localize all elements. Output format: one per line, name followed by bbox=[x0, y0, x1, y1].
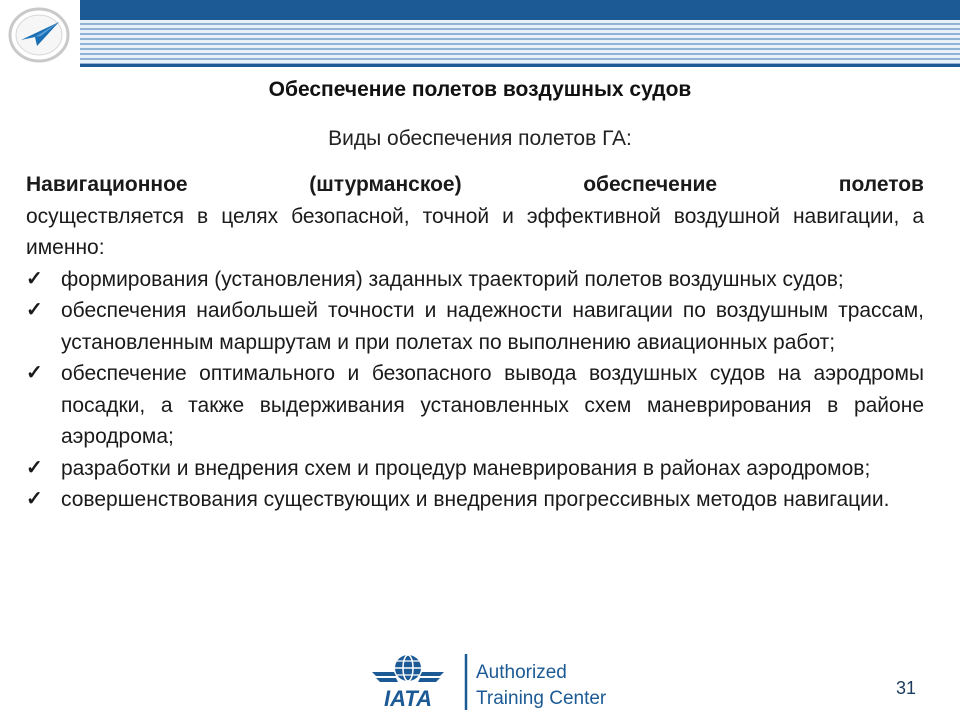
check-icon: ✓ bbox=[26, 456, 43, 479]
list-item-text: обеспечение оптимального и безопасного вывода воздушных судов на аэродромы посадки, а также выдерживания установленных схем маневрирования в районе аэродрома; bbox=[61, 362, 924, 448]
check-icon: ✓ bbox=[26, 299, 43, 321]
check-icon: ✓ bbox=[26, 488, 43, 510]
lead-word: (штурманское) bbox=[309, 173, 462, 196]
slide-header bbox=[0, 0, 960, 66]
list-item-text: совершенствования существующих и внедрения прогрессивных методов навигации. bbox=[61, 488, 890, 511]
header-stripes bbox=[80, 20, 960, 66]
list-item-text: разработки и внедрения схем и процедур маневрирования в районах аэродромов; bbox=[61, 456, 871, 480]
page-number: 31 bbox=[896, 678, 917, 698]
iata-training-center-logo bbox=[368, 650, 607, 714]
list-item bbox=[26, 484, 924, 516]
intro-rest: осуществляется в целях безопасной, точной и эффективной воздушной навигации, а именно: bbox=[26, 204, 924, 259]
slide-title: Обеспечение полетов воздушных судов bbox=[268, 78, 692, 101]
slide-body bbox=[26, 169, 924, 516]
logo-box bbox=[0, 0, 80, 66]
lead-word: Навигационное bbox=[26, 173, 188, 196]
list-item-text: обеспечения наибольшей точности и надежности навигации по воздушным трассам, установленным маршрутам и при полетах по выполнению авиационных работ; bbox=[61, 299, 924, 354]
iata-wordmark: IATA bbox=[383, 686, 433, 711]
footer-line2: Training Center bbox=[476, 688, 607, 709]
intro-paragraph bbox=[26, 169, 924, 264]
list-item bbox=[26, 295, 924, 358]
list-item bbox=[26, 453, 924, 485]
airplane-arrow-icon bbox=[7, 6, 71, 64]
list-item-text: формирования (установления) заданных траекторий полетов воздушных судов; bbox=[61, 267, 844, 291]
list-item bbox=[26, 264, 924, 296]
footer-line1: Authorized bbox=[476, 662, 567, 683]
bullet-list bbox=[26, 264, 924, 516]
check-icon: ✓ bbox=[26, 267, 43, 290]
header-underline bbox=[80, 64, 960, 67]
globe-icon bbox=[395, 655, 421, 681]
list-item bbox=[26, 358, 924, 453]
check-icon: ✓ bbox=[26, 362, 43, 384]
intro-lead bbox=[26, 169, 924, 201]
header-band bbox=[80, 0, 960, 20]
lead-word: обеспечение bbox=[583, 173, 718, 196]
slide-subtitle: Виды обеспечения полетов ГА: bbox=[328, 127, 632, 150]
lead-word: полетов bbox=[838, 173, 924, 196]
